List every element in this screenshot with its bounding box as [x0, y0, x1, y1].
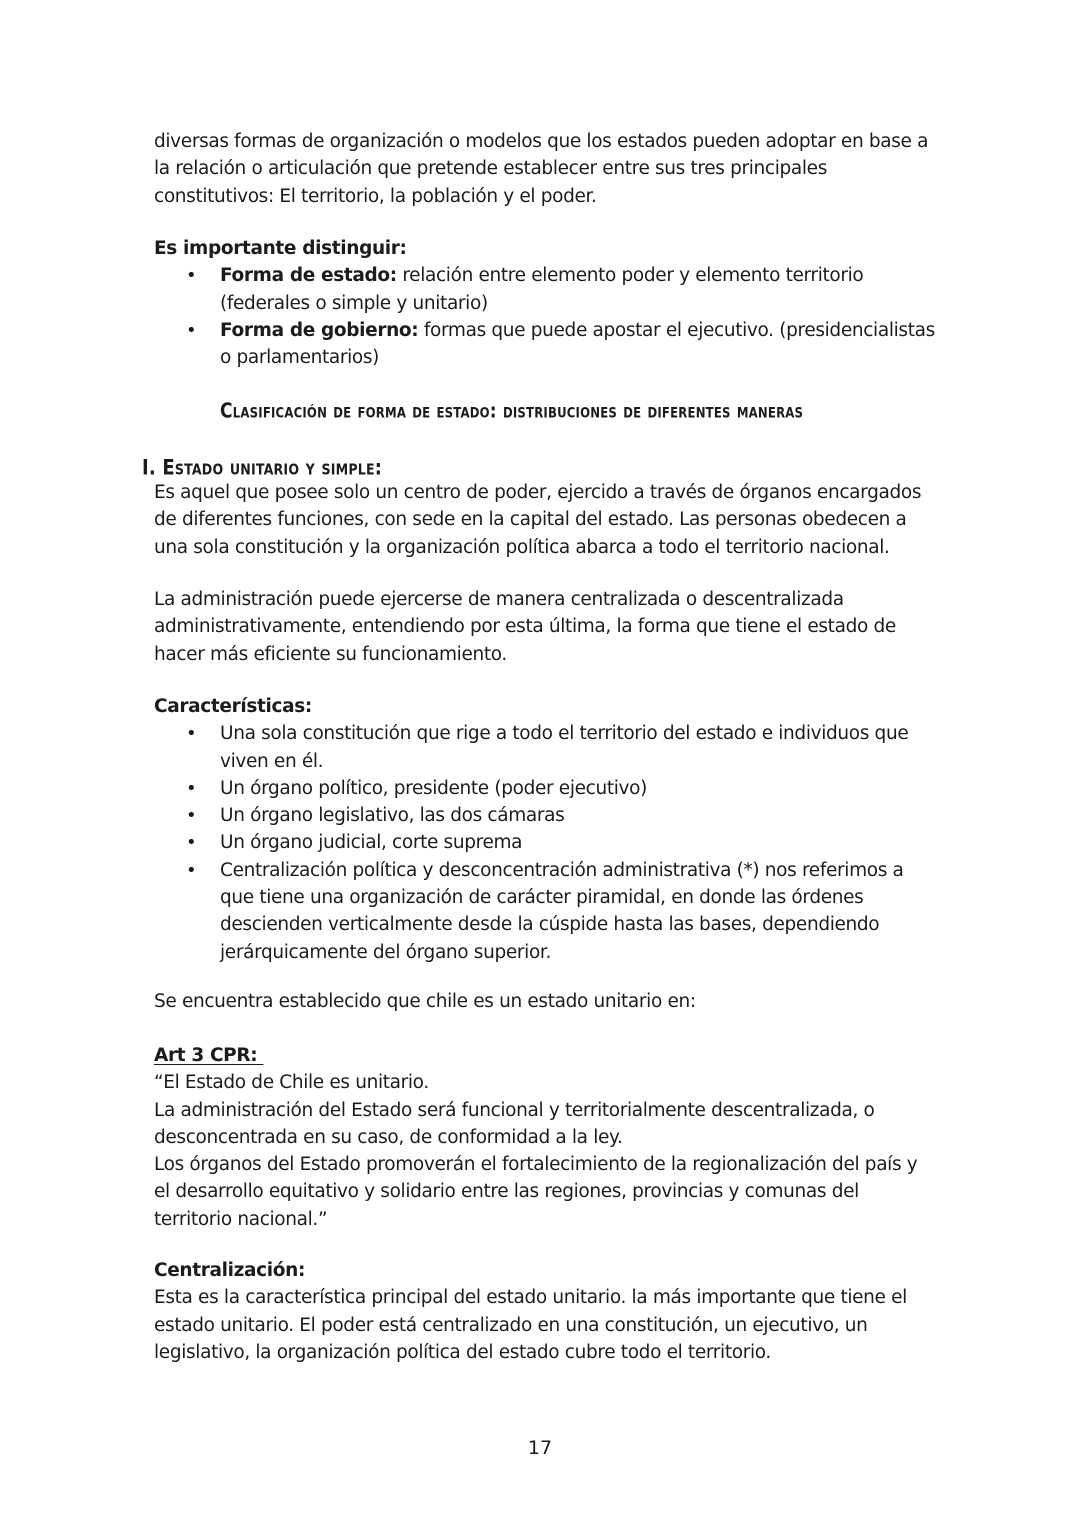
section-one-paragraph-2: [154, 586, 896, 668]
list-item: [154, 829, 908, 856]
text-line: Los órganos del Estado promoverán el fortalecimiento de la regionalización del país y: [154, 1154, 918, 1176]
article-quote: [154, 1042, 917, 1233]
characteristics-heading: Características:: [154, 696, 312, 717]
list-text: o parlamentarios): [220, 347, 380, 369]
list-text: Un órgano político, presidente (poder ejecutivo): [220, 777, 647, 799]
classification-title: Clasificación de forma de estado: distribuciones de diferentes maneras: [220, 399, 804, 423]
list-text: (federales o simple y unitario): [220, 292, 488, 314]
text-line: Esta es la característica principal del estado unitario. la más importante que tiene el: [154, 1287, 907, 1309]
centralization-heading: Centralización:: [154, 1260, 306, 1281]
text-line: constitutivos: El territorio, la población y el poder.: [154, 185, 597, 207]
section-title: I. Estado unitario y simple:: [142, 454, 383, 480]
chile-statement: Se encuentra establecido que chile es un estado unitario en:: [154, 991, 696, 1012]
article-heading: Art 3 CPR:: [154, 1045, 264, 1066]
text-line: de diferentes funciones, con sede en la capital del estado. Las personas obedecen a: [154, 509, 907, 531]
list-item: [154, 775, 908, 802]
list-text: Un órgano legislativo, las dos cámaras: [220, 805, 565, 827]
characteristics-list: [154, 720, 908, 966]
text-line: La administración del Estado será funcional y territorialmente descentralizada, o: [154, 1099, 875, 1121]
text-line: diversas formas de organización o modelos que los estados pueden adoptar en base a: [154, 131, 929, 152]
list-text: descienden verticalmente desde la cúspide hasta las bases, dependiendo: [220, 914, 880, 936]
text-line: la relación o articulación que pretende establecer entre sus tres principales: [154, 158, 828, 180]
list-text: Un órgano judicial, corte suprema: [220, 832, 523, 854]
list-term: Forma de gobierno:: [220, 319, 419, 341]
list-item: [154, 262, 935, 317]
page-number: 17: [527, 1437, 553, 1459]
text-line: Es aquel que posee solo un centro de poder, ejercido a través de órganos encargados: [154, 482, 922, 503]
list-text: formas que puede apostar el ejecutivo. (presidencialistas: [418, 319, 935, 341]
text-line: hacer más eficiente su funcionamiento.: [154, 643, 507, 665]
list-text: jerárquicamente del órgano superior.: [220, 941, 551, 963]
text-line: territorio nacional.”: [154, 1208, 328, 1230]
text-line: desconcentrada en su caso, de conformidad a la ley.: [154, 1126, 623, 1148]
text-line: La administración puede ejercerse de manera centralizada o descentralizada: [154, 589, 844, 610]
characteristics-section: [154, 693, 908, 966]
distinguish-list: [154, 262, 935, 371]
text-line: una sola constitución y la organización política abarca a todo el territorio nacional.: [154, 536, 890, 558]
list-item: [154, 317, 935, 372]
text-line: el desarrollo equitativo y solidario entre las regiones, provincias y comunas del: [154, 1181, 859, 1203]
list-text: relación entre elemento poder y elemento territorio: [396, 265, 864, 287]
list-text: Centralización política y desconcentración administrativa (*) nos referimos a: [220, 859, 904, 881]
text-line: estado unitario. El poder está centralizado en una constitución, un ejecutivo, un: [154, 1314, 868, 1336]
text-line: legislativo, la organización política del estado cubre todo el territorio.: [154, 1341, 771, 1363]
list-text: que tiene una organización de carácter piramidal, en donde las órdenes: [220, 887, 864, 909]
list-item: [154, 720, 908, 775]
centralization-section: [154, 1257, 907, 1366]
list-text: Una sola constitución que rige a todo el territorio del estado e individuos que: [220, 723, 909, 745]
list-item: [154, 802, 908, 829]
list-item: [154, 857, 908, 966]
distinguish-section: [154, 235, 935, 371]
intro-paragraph: [154, 128, 928, 210]
distinguish-heading: Es importante distinguir:: [154, 238, 407, 259]
list-term: Forma de estado:: [220, 265, 397, 287]
text-line: administrativamente, entendiendo por esta última, la forma que tiene el estado de: [154, 616, 896, 638]
list-text: viven en él.: [220, 750, 324, 772]
section-one-paragraph-1: [154, 479, 921, 561]
text-line: “El Estado de Chile es unitario.: [154, 1072, 429, 1094]
